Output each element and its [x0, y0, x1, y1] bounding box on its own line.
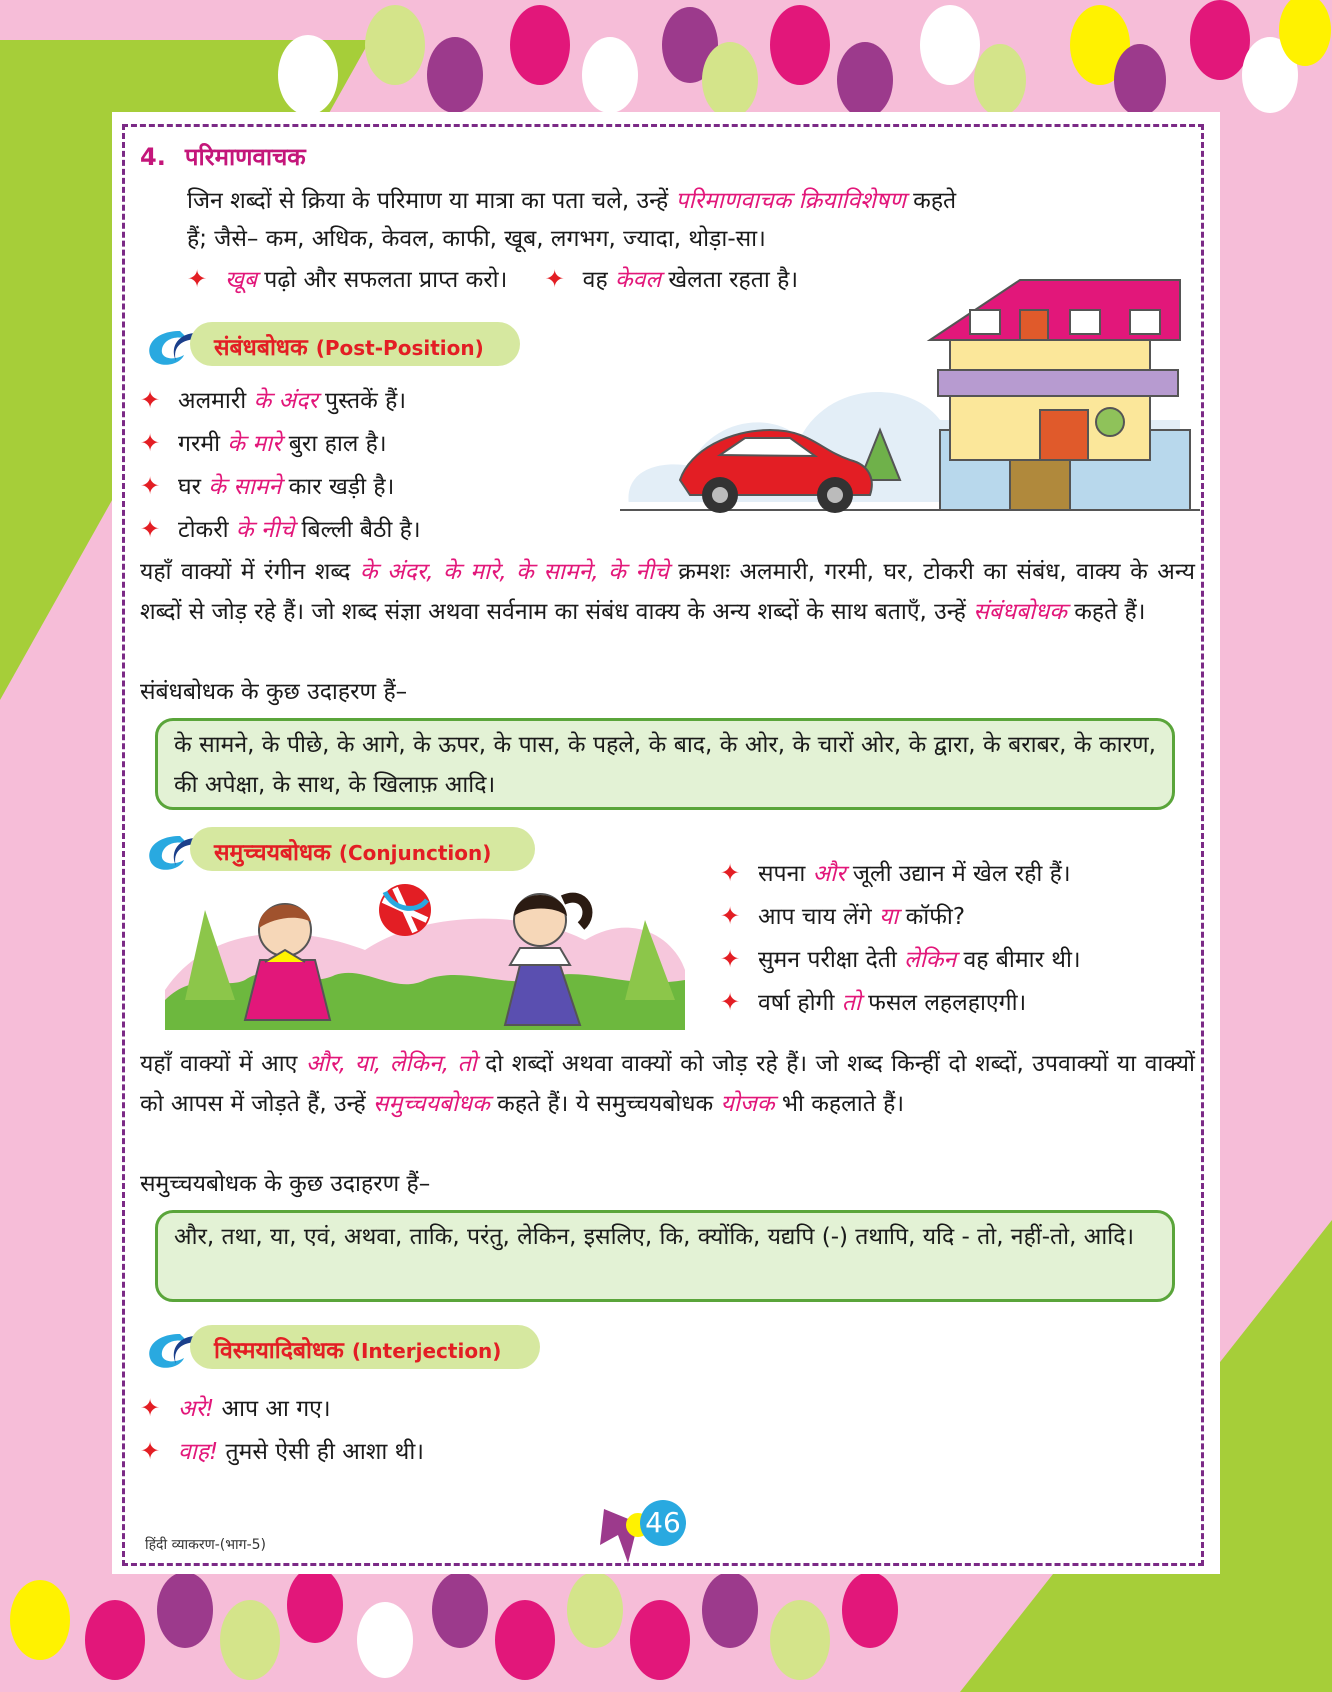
title-hindi: विस्मयादिबोधक — [214, 1338, 344, 1364]
star-bullet-icon: ✦ — [140, 515, 161, 543]
list-item — [140, 1431, 424, 1472]
highlight-words: और, या, लेकिन, तो — [305, 1051, 477, 1077]
sentence-text: अलमारी — [178, 388, 254, 414]
star-bullet-icon: ✦ — [140, 386, 161, 414]
list-item — [140, 1388, 331, 1429]
list-item — [720, 853, 1071, 894]
paragraph-text: यहाँ वाक्यों में रंगीन शब्द — [140, 559, 360, 585]
highlight-word: अरे! — [178, 1396, 215, 1422]
highlight-word: के अंदर — [253, 388, 318, 414]
sentence-text: गरमी — [178, 431, 228, 457]
examples-intro: समुच्चयबोधक के कुछ उदाहरण हैं– — [140, 1171, 431, 1197]
sentence-text: फसल लहलहाएगी। — [860, 990, 1027, 1016]
highlight-term: संबंधबोधक — [973, 599, 1067, 625]
sentence-text: आप चाय लेंगे — [758, 904, 879, 930]
star-bullet-icon: ✦ — [720, 988, 741, 1016]
title-english: (Conjunction) — [338, 841, 492, 865]
paragraph-text: यहाँ वाक्यों में आए — [140, 1051, 306, 1077]
examples-intro: संबंधबोधक के कुछ उदाहरण हैं– — [140, 679, 408, 705]
highlight-word: और — [812, 861, 846, 887]
highlight-word: केवल — [614, 267, 662, 293]
sentence-text: सपना — [758, 861, 813, 887]
sentence-text: सुमन परीक्षा देती — [758, 947, 905, 973]
sentence-text: वह बीमार थी। — [956, 947, 1081, 973]
highlight-term: समुच्चयबोधक — [373, 1091, 490, 1117]
sentence-text: वर्षा होगी — [758, 990, 842, 1016]
highlight-word: तो — [841, 990, 861, 1016]
sentence-text: पढ़ो और सफलता प्राप्त करो। — [256, 267, 508, 293]
star-bullet-icon: ✦ — [140, 429, 161, 457]
section-title: परिमाणवाचक — [184, 143, 306, 171]
highlight-term: योजक — [720, 1091, 775, 1117]
star-bullet-icon: ✦ — [544, 265, 565, 293]
definition-text: कहते — [905, 188, 957, 214]
highlight-word: के नीचे — [235, 517, 295, 543]
sentence-text: आप आ गए। — [214, 1396, 331, 1422]
sentence-text: बुरा हाल है। — [281, 431, 387, 457]
list-item — [140, 509, 421, 550]
sentence-text: कार खड़ी है। — [281, 474, 395, 500]
highlight-word: लेकिन — [904, 947, 957, 973]
paragraph-text: दो शब्दों अथवा वाक्यों को जोड़ रहे हैं। जो शब्द किन्हीं दो शब्दों, उपवाक्यों या वाक्यों को आपस में जोड़ते हैं, उन्हें — [140, 1051, 1195, 1117]
paragraph-text: कहते हैं। ये समुच्चयबोधक — [489, 1091, 721, 1117]
title-english: (Post-Position) — [315, 336, 484, 360]
highlight-word: खूब — [225, 267, 257, 293]
section-title — [214, 330, 484, 362]
sentence-text: जूली उद्यान में खेल रही हैं। — [845, 861, 1071, 887]
paragraph-text: भी कहलाते हैं। — [774, 1091, 905, 1117]
star-bullet-icon: ✦ — [140, 1394, 161, 1422]
paragraph-text: कहते हैं। — [1066, 599, 1146, 625]
highlight-word: के सामने — [208, 474, 282, 500]
list-item — [140, 380, 406, 421]
section-4-definition — [187, 181, 1195, 221]
sentence-text: तुमसे ऐसी ही आशा थी। — [218, 1439, 425, 1465]
sentence-text: कॉफी? — [898, 904, 966, 930]
title-english: (Interjection) — [351, 1339, 502, 1363]
list-item — [140, 423, 387, 464]
samuchchay-paragraph — [140, 1044, 1195, 1124]
star-bullet-icon: ✦ — [187, 265, 208, 293]
house-car-illustration — [620, 270, 1200, 540]
star-bullet-icon: ✦ — [720, 945, 741, 973]
highlight-word: वाह! — [178, 1439, 219, 1465]
definition-text: जिन शब्दों से क्रिया के परिमाण या मात्रा का पता चले, उन्हें — [187, 188, 676, 214]
sentence-text: टोकरी — [178, 517, 236, 543]
sentence-text: पुस्तकें हैं। — [317, 388, 407, 414]
highlight-words: के अंदर, के मारे, के सामने, के नीचे — [359, 559, 669, 585]
section-number: 4. — [140, 143, 166, 171]
star-bullet-icon: ✦ — [140, 472, 161, 500]
examples-box: और, तथा, या, एवं, अथवा, ताकि, परंतु, लेकिन, इसलिए, कि, क्योंकि, यद्यपि (-) तथापि, यदि - तो, नहीं-तो, आदि। — [155, 1210, 1175, 1302]
title-hindi: संबंधबोधक — [214, 335, 308, 361]
list-item — [720, 896, 965, 937]
section-4-examples-list: हैं; जैसे– कम, अधिक, केवल, काफी, खूब, लगभग, ज्यादा, थोड़ा-सा। — [187, 226, 766, 252]
girls-playing-illustration — [165, 870, 685, 1030]
book-title: हिंदी व्याकरण-(भाग-5) — [145, 1537, 266, 1553]
sambandh-paragraph — [140, 552, 1195, 632]
section-title — [214, 1333, 501, 1365]
sentence-text: खेलता रहता है। — [661, 267, 799, 293]
examples-box: के सामने, के पीछे, के आगे, के ऊपर, के पास, के पहले, के बाद, के ओर, के चारों ओर, के द्वारा, के बराबर, के कारण, की अपेक्षा, के साथ, के खिलाफ़ आदि। — [155, 718, 1175, 810]
highlight-term: परिमाणवाचक क्रियाविशेषण — [675, 188, 906, 214]
sentence-text: घर — [178, 474, 209, 500]
sentence-text: वह — [582, 267, 615, 293]
highlight-word: के मारे — [227, 431, 282, 457]
list-item — [140, 466, 394, 507]
list-item — [720, 982, 1026, 1023]
highlight-word: या — [878, 904, 899, 930]
title-hindi: समुच्चयबोधक — [214, 840, 331, 866]
star-bullet-icon: ✦ — [140, 1437, 161, 1465]
paragraph-text: क्रमशः अलमारी, गरमी, घर, टोकरी का संबंध, वाक्य के अन्य शब्दों से जोड़ रहे हैं। जो शब्द संज्ञा अथवा सर्वनाम का संबंध वाक्य के अन्य शब्दों के साथ बताएँ, उन्हें — [140, 559, 1195, 625]
page-number: 46 — [640, 1500, 686, 1546]
star-bullet-icon: ✦ — [720, 902, 741, 930]
list-item — [720, 939, 1081, 980]
star-bullet-icon: ✦ — [720, 859, 741, 887]
sentence-text: बिल्ली बैठी है। — [294, 517, 421, 543]
section-4-heading — [140, 140, 306, 173]
section-title — [214, 835, 491, 867]
